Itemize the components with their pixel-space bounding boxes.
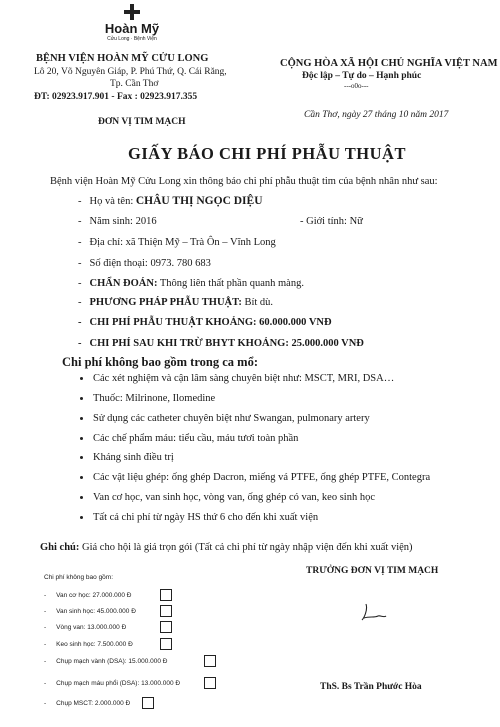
checkbox[interactable] (160, 621, 172, 633)
dash: - (44, 624, 47, 631)
dash: - (78, 278, 82, 289)
checkbox[interactable] (204, 655, 216, 667)
checkbox[interactable] (204, 677, 216, 689)
excluded-item-text: Sử dụng các catheter chuyên biệt như Swangan, pulmonary artery (93, 413, 370, 424)
dash: - (78, 237, 82, 248)
checklist-item-text: Van cơ học: 27.000.000 Đ (56, 592, 132, 599)
dash: - (44, 700, 47, 707)
patient-phone-row (78, 258, 211, 269)
surgery-cost: CHI PHÍ PHẪU THUẬT KHOẢNG: 60.000.000 VNĐ (89, 317, 332, 328)
patient-name: CHÂU THỊ NGỌC DIỆU (135, 195, 263, 207)
logo-subtitle: Cửu Long · Bệnh Viện (107, 36, 157, 42)
patient-name-label: Họ và tên: (89, 196, 134, 207)
hospital-phone: ĐT: 02923.917.901 - Fax : 02923.917.355 (34, 92, 198, 102)
patient-phone: Số điện thoại: 0973. 780 683 (89, 258, 211, 269)
bullet-icon (80, 417, 83, 420)
bullet-icon (80, 496, 83, 499)
patient-birth-row (78, 216, 157, 227)
note-label: Ghi chú: (40, 542, 80, 553)
diagnosis-value: Thông liên thất phần quanh màng. (159, 278, 304, 289)
logo-name: Hoàn Mỹ (104, 21, 160, 36)
signer-name: ThS. Bs Trần Phước Hòa (320, 682, 422, 692)
costs-checklist-title: Chi phí không bao gồm: (44, 574, 114, 581)
excluded-item (80, 433, 298, 444)
checklist-item-text: Van sinh học: 45.000.000 Đ (56, 608, 136, 615)
excluded-item-text: Các xét nghiệm và cận lâm sàng chuyên biệt như: MSCT, MRI, DSA… (93, 373, 395, 384)
excluded-item (80, 472, 430, 483)
checklist-item (44, 680, 180, 687)
national-motto: Độc lập – Tự do – Hạnh phúc (302, 71, 422, 81)
bullet-icon (80, 516, 83, 519)
checklist-item (44, 608, 136, 615)
patient-address: Địa chỉ: xã Thiện Mỹ – Trà Ôn – Vĩnh Long (89, 237, 276, 248)
diagnosis-label: CHẨN ĐOÁN: (89, 278, 158, 289)
note-text: Giá cho hội là giá trọn gói (Tất cả chi phí từ ngày nhập viện đến khi xuất viện) (82, 542, 413, 553)
checkbox[interactable] (160, 638, 172, 650)
checkbox[interactable] (160, 589, 172, 601)
dash: - (78, 317, 82, 328)
diagnosis-row (78, 278, 304, 289)
bullet-icon (80, 476, 83, 479)
cross-icon (124, 4, 140, 20)
document-title: GIẤY BÁO CHI PHÍ PHẪU THUẬT (128, 144, 406, 163)
excluded-item-text: Tất cả chi phí từ ngày HS thứ 6 cho đến khi xuất viện (93, 512, 319, 523)
dash: - (44, 608, 47, 615)
excluded-item-text: Van cơ học, van sinh học, vòng van, ống ghép có van, keo sinh học (93, 492, 375, 503)
checklist-item (44, 592, 132, 599)
hospital-address-line1: Lô 20, Võ Nguyên Giáp, P. Phú Thứ, Q. Cái Răng, (34, 67, 227, 77)
method-label: PHƯƠNG PHÁP PHẪU THUẬT: (89, 297, 242, 308)
dash: - (78, 216, 82, 227)
country-name: CỘNG HÒA XÃ HỘI CHỦ NGHĨA VIỆT NAM (280, 58, 498, 69)
method-row (78, 297, 273, 308)
note-row (40, 542, 413, 553)
dash: - (78, 196, 82, 207)
excluded-item (80, 413, 370, 424)
excluded-item-text: Các vật liệu ghép: ống ghép Dacron, miếng vá PTFE, ống ghép PTFE, Contegra (93, 472, 431, 483)
excluded-item (80, 492, 375, 503)
intro-text: Bệnh viện Hoàn Mỹ Cửu Long xin thông báo chi phí phẫu thuật tim của bệnh nhân như sau: (50, 176, 438, 187)
dash: - (78, 258, 82, 269)
bullet-icon (80, 437, 83, 440)
checklist-item (44, 624, 126, 631)
checkbox[interactable] (142, 697, 154, 709)
method-value: Bít dù. (244, 297, 274, 308)
excluded-item-text: Kháng sinh điều trị (93, 452, 174, 463)
dash: - (78, 338, 82, 349)
cost-after-insurance-row (78, 338, 364, 349)
signature-mark (358, 600, 388, 624)
patient-gender: - Giới tính: Nữ (300, 216, 363, 227)
surgery-cost-row (78, 317, 332, 328)
dash: - (44, 592, 47, 599)
bullet-icon (80, 456, 83, 459)
checklist-item-text: Vòng van: 13.000.000 Đ (56, 624, 127, 631)
department-name: ĐƠN VỊ TIM MẠCH (98, 117, 186, 127)
patient-birth: Năm sinh: 2016 (89, 216, 157, 227)
cost-after-insurance: CHI PHÍ SAU KHI TRỪ BHYT KHOẢNG: 25.000.000 VNĐ (89, 338, 364, 349)
checkbox[interactable] (160, 605, 172, 617)
patient-address-row (78, 237, 276, 248)
motto-decoration: ---o0o--- (344, 82, 369, 90)
excluded-costs-title: Chi phí không bao gồm trong ca mổ: (62, 355, 258, 369)
excluded-item-text: Thuốc: Milrinone, Ilomedine (93, 393, 216, 404)
checklist-item-text: Chụp MSCT: 2.000.000 Đ (56, 700, 131, 707)
excluded-item-text: Các chế phẩm máu: tiểu cầu, máu tươi toàn phần (93, 433, 299, 444)
excluded-item (80, 373, 394, 384)
bullet-icon (80, 377, 83, 380)
checklist-item (44, 700, 130, 707)
checklist-item (44, 658, 167, 665)
signer-title: TRƯỞNG ĐƠN VỊ TIM MẠCH (306, 566, 439, 576)
dash: - (44, 680, 47, 687)
patient-name-row (78, 195, 263, 207)
checklist-item-text: Chụp mạch vành (DSA): 15.000.000 Đ (56, 658, 168, 665)
dash: - (78, 297, 82, 308)
dash: - (44, 641, 47, 648)
checklist-item-text: Chụp mạch máu phổi (DSA): 13.000.000 Đ (56, 680, 181, 687)
excluded-item (80, 393, 215, 404)
hospital-address-line2: Tp. Cần Thơ (110, 79, 159, 89)
document-date: Cần Thơ, ngày 27 tháng 10 năm 2017 (304, 110, 449, 120)
hospital-logo (96, 4, 168, 42)
excluded-item (80, 452, 174, 463)
hospital-name: BỆNH VIỆN HOÀN MỸ CỬU LONG (36, 53, 209, 64)
checklist-item-text: Keo sinh học: 7.500.000 Đ (56, 641, 133, 648)
bullet-icon (80, 397, 83, 400)
checklist-item (44, 641, 133, 648)
excluded-item (80, 512, 318, 523)
dash: - (44, 658, 47, 665)
